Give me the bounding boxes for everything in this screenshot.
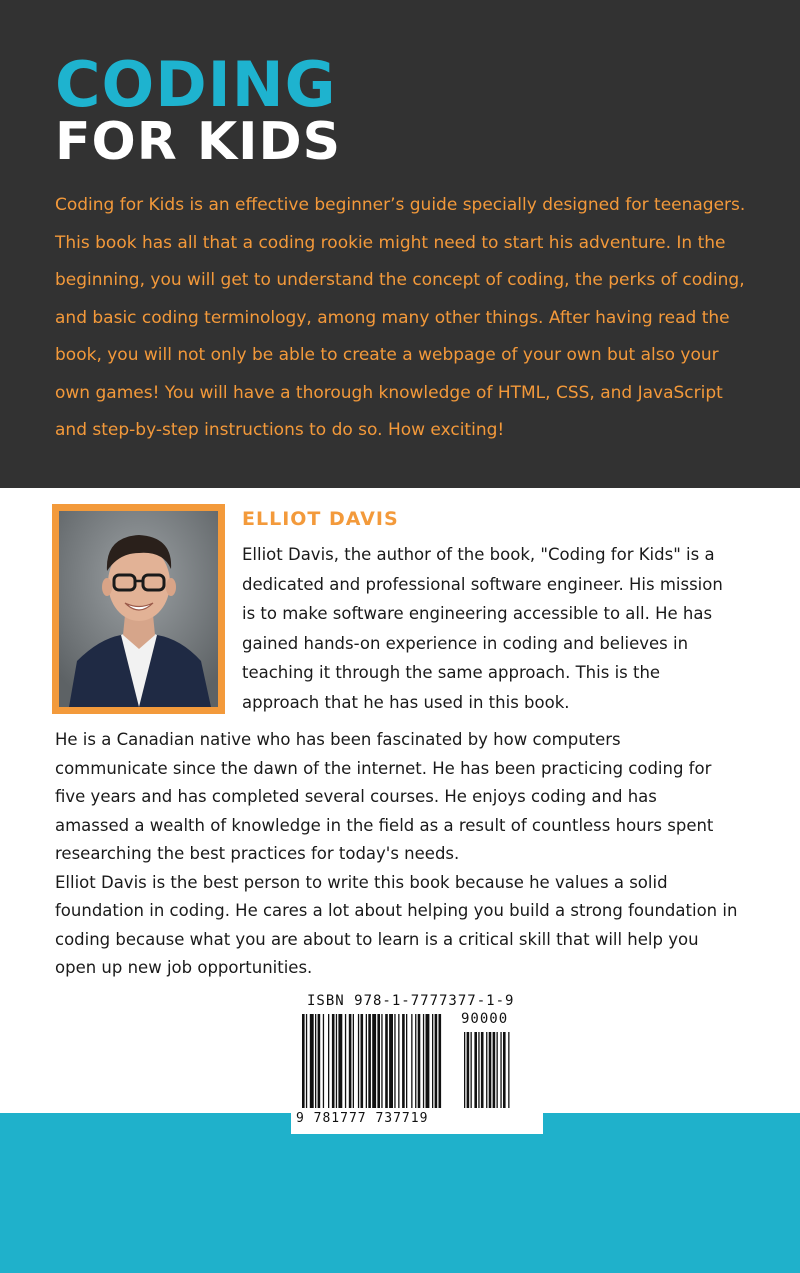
body-line: five years and has completed several courses. He enjoys coding and has: [55, 787, 657, 806]
barcode-bar: [318, 1014, 321, 1108]
author-photo: [59, 511, 218, 707]
book-blurb: [55, 187, 745, 450]
body-line: open up new job opportunities.: [55, 958, 313, 977]
bio-line: gained hands-on experience in coding and believes in: [242, 633, 689, 653]
barcode-bar: [310, 1014, 314, 1108]
bio-line: Elliot Davis, the author of the book, "Coding for Kids" is a: [242, 545, 715, 564]
barcode-bar: [389, 1014, 393, 1108]
barcode-bar: [415, 1014, 416, 1108]
blurb-line: beginning, you will get to understand the concept of coding, the perks of coding,: [55, 270, 745, 290]
barcode-bar: [302, 1014, 305, 1108]
book-title-coding: CODING: [55, 48, 337, 121]
barcode-addon-bar: [478, 1032, 479, 1108]
barcode-digits: 9 781777 737719: [296, 1111, 429, 1126]
blurb-line: book, you will not only be able to create a webpage of your own but also your: [55, 345, 719, 365]
barcode-addon-bar: [497, 1032, 498, 1108]
barcode-bar: [358, 1014, 359, 1108]
barcode-bar: [328, 1014, 329, 1108]
barcode-addon-bar: [508, 1032, 509, 1108]
body-line: amassed a wealth of knowledge in the field as a result of countless hours spent: [55, 815, 714, 835]
barcode-bar: [349, 1014, 352, 1108]
author-description: [55, 726, 755, 983]
barcode-addon-bar: [489, 1032, 492, 1108]
barcode-bar: [315, 1014, 316, 1108]
barcode-bar: [381, 1014, 382, 1108]
body-line: Elliot Davis is the best person to write this book because he values a solid: [55, 872, 668, 892]
blurb-line: This book has all that a coding rookie might need to start his adventure. In the: [55, 232, 726, 253]
barcode-addon-bar: [493, 1032, 496, 1108]
barcode-bar: [336, 1014, 337, 1108]
barcode-bar: [338, 1014, 342, 1108]
barcode-bar: [398, 1014, 399, 1108]
isbn-label: ISBN 978-1-7777377-1-9: [307, 993, 515, 1009]
book-title-for-kids: FOR KIDS: [55, 112, 342, 172]
barcode-bars: [296, 1012, 538, 1114]
barcode-bar: [361, 1014, 364, 1108]
barcode-bar: [418, 1014, 421, 1108]
barcode-bar: [353, 1014, 354, 1108]
author-photo-frame: [52, 504, 225, 714]
barcode-addon-digits: 90000: [461, 1011, 509, 1027]
back-cover-top-panel: [0, 0, 800, 488]
barcode-bar: [426, 1014, 430, 1108]
bio-line: teaching it through the same approach. This is the: [242, 663, 661, 682]
barcode-addon-bar: [474, 1032, 477, 1108]
author-bio: [242, 540, 742, 717]
bio-line: approach that he has used in this book.: [242, 692, 570, 712]
barcode-bar: [423, 1014, 424, 1108]
barcode-addon-bar: [503, 1032, 506, 1108]
blurb-line: own games! You will have a thorough knowledge of HTML, CSS, and JavaScript: [55, 382, 723, 403]
barcode-bar: [323, 1014, 324, 1108]
barcode-bar: [439, 1014, 442, 1108]
blurb-line: and step-by-step instructions to do so. How exciting!: [55, 420, 505, 440]
body-line: foundation in coding. He cares a lot about helping you build a strong foundation in: [55, 901, 738, 920]
barcode-bar: [368, 1014, 371, 1108]
barcode-addon-bar: [464, 1032, 465, 1108]
barcode-bar: [411, 1014, 412, 1108]
bio-line: dedicated and professional software engineer. His mission: [242, 574, 723, 594]
body-line: communicate since the dawn of the internet. He has been practicing coding for: [55, 758, 712, 778]
bio-line: is to make software engineering accessible to all. He has: [242, 604, 713, 623]
blurb-line: Coding for Kids is an effective beginner’s guide specially designed for teenagers.: [55, 195, 746, 215]
body-line: He is a Canadian native who has been fascinated by how computers: [55, 730, 621, 749]
author-name-heading: ELLIOT DAVIS: [242, 508, 399, 530]
blurb-line: and basic coding terminology, among many other things. After having read the: [55, 307, 730, 328]
barcode-addon-bar: [486, 1032, 487, 1108]
barcode-bar: [345, 1014, 346, 1108]
body-line: researching the best practices for today's needs.: [55, 844, 460, 863]
barcode-bar: [372, 1014, 376, 1108]
barcode-addon-bar: [471, 1032, 472, 1108]
barcode-bar: [402, 1014, 405, 1108]
bottom-color-band: [0, 1113, 800, 1273]
barcode-addon-bar: [481, 1032, 484, 1108]
barcode-bar: [394, 1014, 395, 1108]
barcode-bar: [406, 1014, 407, 1108]
barcode-bar: [377, 1014, 380, 1108]
barcode-bar: [432, 1014, 433, 1108]
body-line: coding because what you are about to learn is a critical skill that will help you: [55, 929, 699, 949]
barcode-bar: [366, 1014, 367, 1108]
barcode-bar: [306, 1014, 307, 1108]
barcode-bar: [385, 1014, 388, 1108]
barcode-addon-bar: [467, 1032, 470, 1108]
barcode-bar: [332, 1014, 335, 1108]
barcode-addon-bar: [500, 1032, 501, 1108]
barcode-bar: [435, 1014, 438, 1108]
